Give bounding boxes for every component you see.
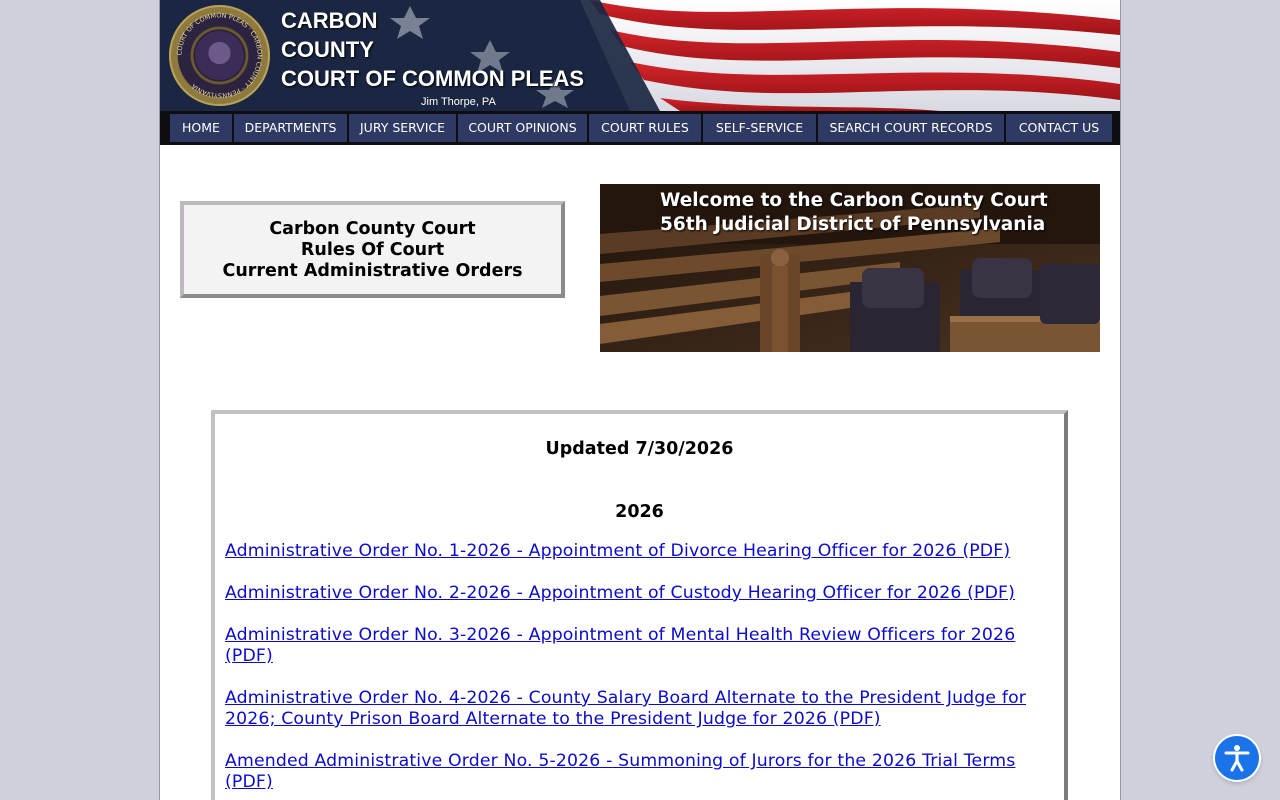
main-nav [160,111,1120,145]
updated-date: Updated 7/30/2026 [545,439,734,459]
seal-ring-text [169,5,270,106]
heading-admin-orders: Current Administrative Orders [222,261,523,281]
heading-court-name: Carbon County Court [269,219,476,239]
site-banner [160,0,1120,111]
nav-contact-us[interactable]: CONTACT US [1006,114,1112,142]
welcome-line-2: 56th Judicial District of Pennsylvania [660,214,1046,235]
svg-text:COURT OF COMMON PLEAS · CARBON: COURT OF COMMON PLEAS · CARBON COUNTY · PENNSYLVANIA [175,11,264,100]
site-location: Jim Thorpe, PA [421,96,496,108]
accessibility-icon [1222,743,1252,773]
page-container [159,0,1121,800]
nav-search-court-records[interactable]: SEARCH COURT RECORDS [818,114,1004,142]
welcome-banner-image [600,184,1100,352]
order-link-1[interactable]: Administrative Order No. 1-2026 - Appointment of Divorce Hearing Officer for 2026 (PDF) [225,541,1011,561]
order-link-2[interactable]: Administrative Order No. 2-2026 - Appointment of Custody Hearing Officer for 2026 (PDF) [225,583,1016,603]
accessibility-button[interactable] [1215,736,1259,780]
nav-departments[interactable]: DEPARTMENTS [234,114,347,142]
admin-orders-panel [211,410,1068,800]
year-heading: 2026 [615,502,664,522]
site-title-line-1: CARBON [281,8,378,33]
court-seal-logo [169,5,270,106]
nav-court-opinions[interactable]: COURT OPINIONS [458,114,587,142]
order-link-5[interactable]: Amended Administrative Order No. 5-2026 - Summoning of Jurors for the 2026 Trial Terms (PDF) [225,751,1016,792]
site-title-line-3: COURT OF COMMON PLEAS [281,66,585,91]
nav-self-service[interactable]: SELF-SERVICE [703,114,816,142]
page-heading-box [180,201,565,298]
nav-court-rules[interactable]: COURT RULES [589,114,701,142]
site-title-line-2: COUNTY [281,37,374,62]
heading-rules-of-court: Rules Of Court [300,240,445,260]
nav-jury-service[interactable]: JURY SERVICE [349,114,456,142]
order-link-3[interactable]: Administrative Order No. 3-2026 - Appointment of Mental Health Review Officers for 2026 (PDF) [225,625,1016,666]
nav-home[interactable]: HOME [170,114,232,142]
order-link-4[interactable]: Administrative Order No. 4-2026 - County Salary Board Alternate to the President Judge for 2026; County Prison Board Alternate to the President Judge for 2026 (PDF) [225,688,1027,729]
welcome-line-1: Welcome to the Carbon County Court [660,190,1048,211]
